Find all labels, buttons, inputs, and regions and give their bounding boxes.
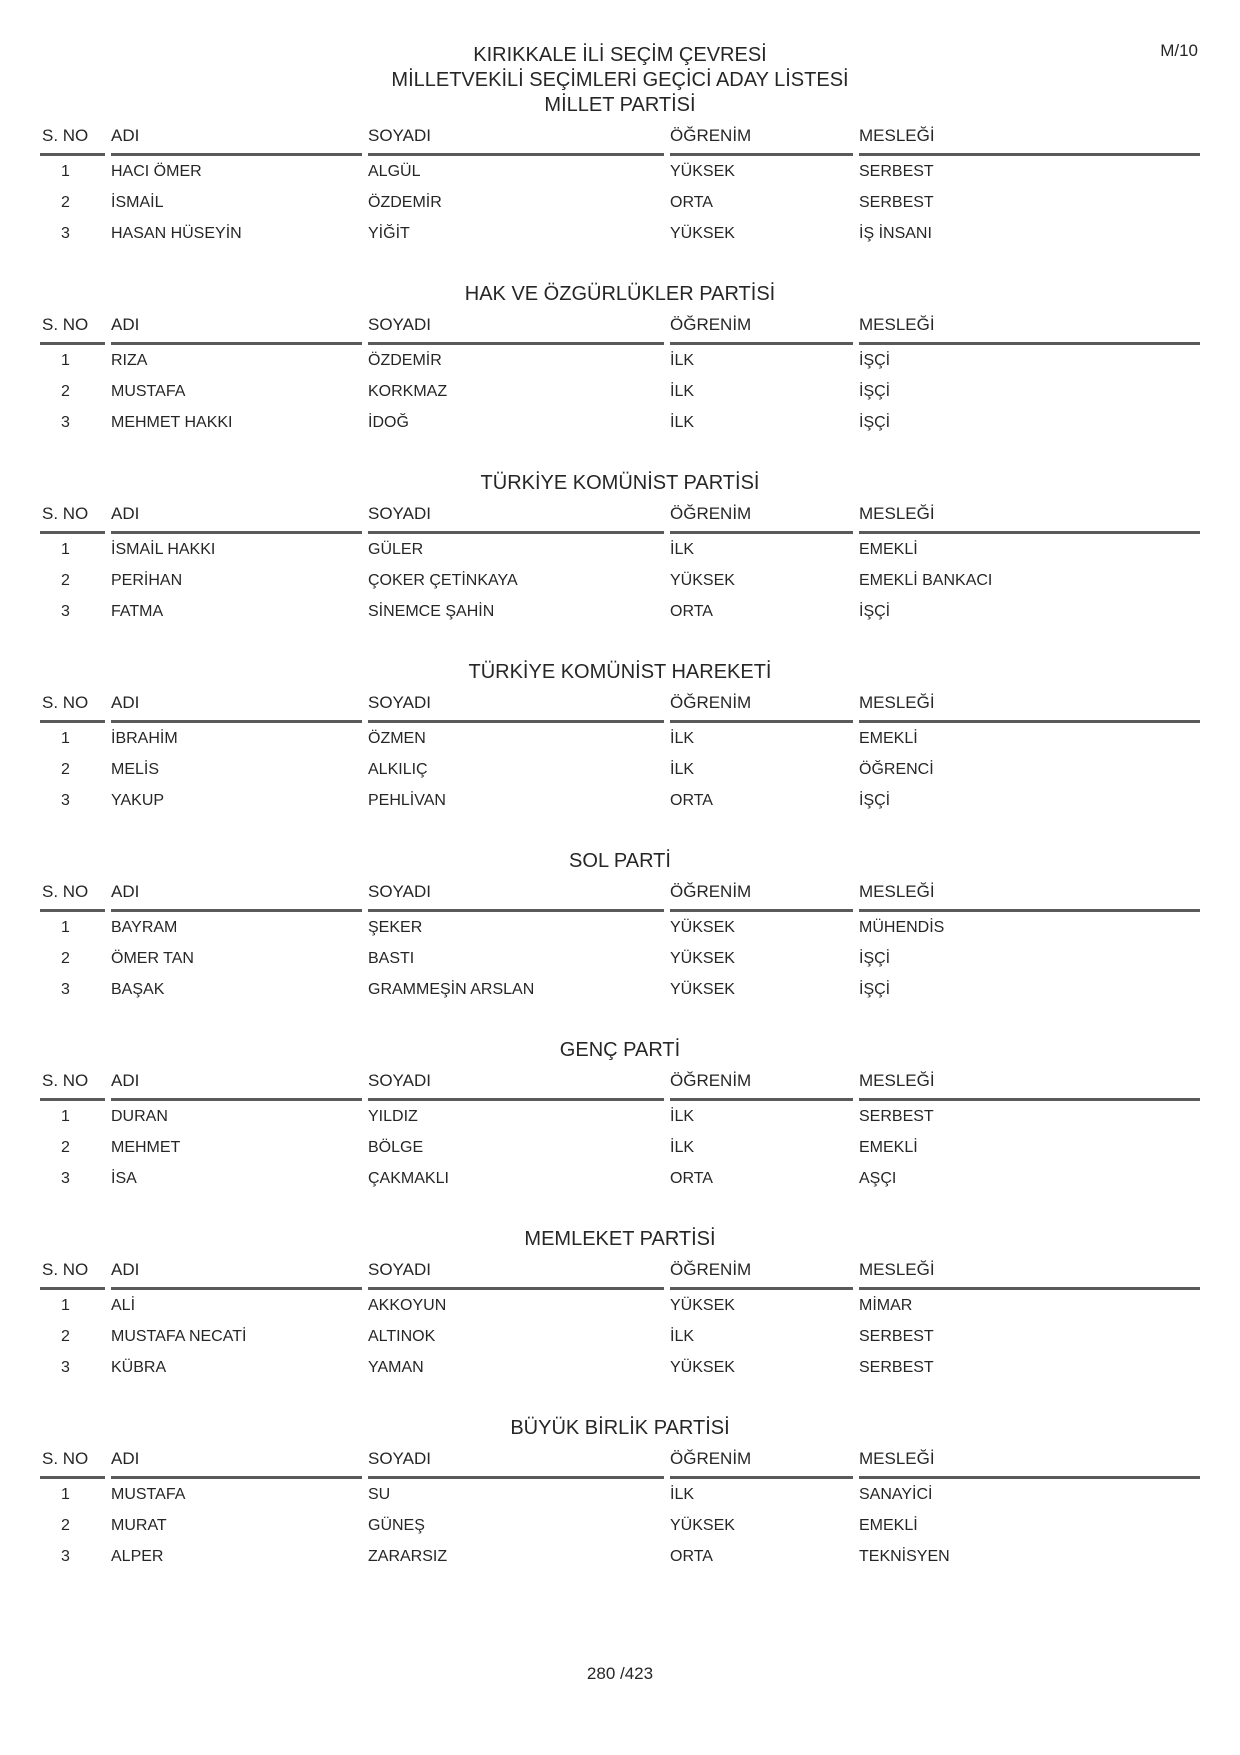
cell-meslegi: EMEKLİ BANKACI — [859, 572, 993, 589]
party-rows — [0, 1290, 1240, 1383]
candidate-row — [40, 785, 1200, 816]
cell-adi: BAŞAK — [111, 981, 165, 998]
column-header-meslegi: MESLEĞİ — [859, 1071, 1200, 1101]
cell-soyadi: BÖLGE — [368, 1139, 424, 1156]
cell-sno: 3 — [61, 981, 70, 998]
cell-soyadi: İDOĞ — [368, 414, 409, 431]
party-title: HAK VE ÖZGÜRLÜKLER PARTİSİ — [464, 283, 776, 305]
cell-ogrenim: İLK — [670, 1328, 695, 1345]
column-header-soyadi: SOYADI — [368, 315, 664, 345]
table-header-row — [40, 1071, 1200, 1101]
title-line-list: MİLLETVEKİLİ SEÇİMLERİ GEÇİCİ ADAY LİSTESİ — [391, 69, 849, 91]
cell-meslegi: İŞÇİ — [859, 383, 891, 400]
cell-soyadi: SİNEMCE ŞAHİN — [368, 603, 495, 620]
column-header-sno: S. NO — [40, 126, 105, 156]
cell-soyadi: ÇOKER ÇETİNKAYA — [368, 572, 518, 589]
cell-adi: İSA — [111, 1170, 137, 1187]
party-section — [0, 849, 1240, 1005]
table-header-row — [40, 126, 1200, 156]
column-header-soyadi: SOYADI — [368, 1071, 664, 1101]
cell-ogrenim: İLK — [670, 761, 695, 778]
table-header-row — [40, 693, 1200, 723]
candidate-row — [40, 187, 1200, 218]
cell-adi: KÜBRA — [111, 1359, 167, 1376]
cell-meslegi: İŞ İNSANI — [859, 225, 932, 242]
cell-adi: MUSTAFA — [111, 383, 186, 400]
party-rows — [0, 156, 1240, 249]
cell-adi: RIZA — [111, 352, 148, 369]
column-header-adi: ADI — [111, 1260, 362, 1290]
column-header-soyadi: SOYADI — [368, 1449, 664, 1479]
cell-sno: 1 — [61, 541, 70, 558]
candidate-row — [40, 218, 1200, 249]
column-header-meslegi: MESLEĞİ — [859, 126, 1200, 156]
column-header-sno: S. NO — [40, 882, 105, 912]
cell-ogrenim: İLK — [670, 730, 695, 747]
cell-meslegi: SANAYİCİ — [859, 1486, 933, 1503]
cell-soyadi: KORKMAZ — [368, 383, 448, 400]
party-rows — [0, 912, 1240, 1005]
cell-meslegi: İŞÇİ — [859, 603, 891, 620]
column-header-sno: S. NO — [40, 315, 105, 345]
cell-ogrenim: İLK — [670, 1139, 695, 1156]
cell-ogrenim: YÜKSEK — [670, 919, 735, 936]
column-header-adi: ADI — [111, 1449, 362, 1479]
cell-ogrenim: YÜKSEK — [670, 225, 735, 242]
party-rows — [0, 345, 1240, 438]
party-rows — [0, 534, 1240, 627]
column-header-meslegi: MESLEĞİ — [859, 693, 1200, 723]
page-code-label: M/10 — [1160, 41, 1198, 60]
cell-sno: 3 — [61, 414, 70, 431]
cell-ogrenim: YÜKSEK — [670, 981, 735, 998]
candidate-row — [40, 1321, 1200, 1352]
column-header-meslegi: MESLEĞİ — [859, 504, 1200, 534]
cell-ogrenim: ORTA — [670, 792, 713, 809]
party-rows — [0, 1479, 1240, 1572]
cell-soyadi: ALTINOK — [368, 1328, 436, 1345]
cell-ogrenim: ORTA — [670, 1548, 713, 1565]
cell-adi: FATMA — [111, 603, 164, 620]
party-section — [0, 1227, 1240, 1383]
candidate-row — [40, 723, 1200, 754]
cell-adi: MUSTAFA — [111, 1486, 186, 1503]
cell-adi: ALPER — [111, 1548, 164, 1565]
cell-ogrenim: ORTA — [670, 603, 713, 620]
cell-adi: İSMAİL — [111, 194, 164, 211]
party-title: SOL PARTİ — [569, 850, 671, 872]
cell-sno: 3 — [61, 1359, 70, 1376]
column-header-sno: S. NO — [40, 693, 105, 723]
cell-adi: HASAN HÜSEYİN — [111, 225, 242, 242]
cell-adi: HACI ÖMER — [111, 163, 202, 180]
cell-ogrenim: YÜKSEK — [670, 950, 735, 967]
cell-adi: ÖMER TAN — [111, 950, 194, 967]
candidate-row — [40, 912, 1200, 943]
cell-meslegi: İŞÇİ — [859, 981, 891, 998]
party-rows — [0, 723, 1240, 816]
cell-ogrenim: ORTA — [670, 194, 713, 211]
column-header-sno: S. NO — [40, 1071, 105, 1101]
party-title: BÜYÜK BİRLİK PARTİSİ — [510, 1417, 730, 1439]
cell-sno: 1 — [61, 1297, 70, 1314]
candidate-row — [40, 1479, 1200, 1510]
cell-meslegi: SERBEST — [859, 1359, 934, 1376]
title-line-province: KIRIKKALE İLİ SEÇİM ÇEVRESİ — [473, 44, 767, 66]
candidate-row — [40, 1132, 1200, 1163]
cell-soyadi: YİĞİT — [368, 225, 410, 242]
cell-soyadi: BASTI — [368, 950, 415, 967]
cell-soyadi: ZARARSIZ — [368, 1548, 448, 1565]
cell-meslegi: TEKNİSYEN — [859, 1548, 950, 1565]
cell-meslegi: İŞÇİ — [859, 792, 891, 809]
cell-sno: 3 — [61, 792, 70, 809]
cell-meslegi: ÖĞRENCİ — [859, 761, 934, 778]
cell-soyadi: PEHLİVAN — [368, 792, 446, 809]
cell-sno: 3 — [61, 603, 70, 620]
cell-ogrenim: İLK — [670, 414, 695, 431]
cell-adi: İSMAİL HAKKI — [111, 541, 216, 558]
column-header-adi: ADI — [111, 504, 362, 534]
cell-adi: MEHMET HAKKI — [111, 414, 233, 431]
cell-meslegi: İŞÇİ — [859, 950, 891, 967]
candidate-row — [40, 596, 1200, 627]
candidate-row — [40, 943, 1200, 974]
cell-adi: MEHMET — [111, 1139, 181, 1156]
cell-soyadi: GÜLER — [368, 541, 424, 558]
cell-soyadi: ÖZDEMİR — [368, 352, 442, 369]
cell-sno: 2 — [61, 1328, 70, 1345]
cell-sno: 2 — [61, 194, 70, 211]
cell-meslegi: MİMAR — [859, 1297, 913, 1314]
cell-meslegi: EMEKLİ — [859, 541, 918, 558]
cell-adi: ALİ — [111, 1297, 136, 1314]
cell-ogrenim: YÜKSEK — [670, 163, 735, 180]
table-header-row — [40, 504, 1200, 534]
column-header-ogrenim: ÖĞRENİM — [670, 1260, 853, 1290]
cell-sno: 2 — [61, 383, 70, 400]
cell-ogrenim: YÜKSEK — [670, 572, 735, 589]
column-header-soyadi: SOYADI — [368, 693, 664, 723]
table-header-row — [40, 1260, 1200, 1290]
party-title: TÜRKİYE KOMÜNİST PARTİSİ — [480, 472, 760, 494]
cell-sno: 2 — [61, 950, 70, 967]
cell-sno: 1 — [61, 1108, 70, 1125]
cell-meslegi: İŞÇİ — [859, 352, 891, 369]
cell-ogrenim: İLK — [670, 383, 695, 400]
cell-meslegi: MÜHENDİS — [859, 919, 945, 936]
party-section — [0, 93, 1240, 249]
cell-sno: 3 — [61, 1548, 70, 1565]
column-header-ogrenim: ÖĞRENİM — [670, 315, 853, 345]
cell-adi: YAKUP — [111, 792, 165, 809]
candidate-row — [40, 565, 1200, 596]
cell-soyadi: ALGÜL — [368, 163, 421, 180]
column-header-adi: ADI — [111, 126, 362, 156]
candidate-row — [40, 407, 1200, 438]
column-header-ogrenim: ÖĞRENİM — [670, 126, 853, 156]
cell-sno: 1 — [61, 919, 70, 936]
column-header-ogrenim: ÖĞRENİM — [670, 882, 853, 912]
cell-meslegi: SERBEST — [859, 163, 934, 180]
candidate-row — [40, 1510, 1200, 1541]
party-rows — [0, 1101, 1240, 1194]
cell-ogrenim: İLK — [670, 352, 695, 369]
candidate-row — [40, 754, 1200, 785]
column-header-meslegi: MESLEĞİ — [859, 1260, 1200, 1290]
cell-soyadi: ŞEKER — [368, 919, 423, 936]
table-header-row — [40, 1449, 1200, 1479]
party-section — [0, 1038, 1240, 1194]
candidate-row — [40, 345, 1200, 376]
cell-adi: DURAN — [111, 1108, 168, 1125]
cell-ogrenim: YÜKSEK — [670, 1359, 735, 1376]
candidate-row — [40, 1163, 1200, 1194]
cell-meslegi: SERBEST — [859, 1108, 934, 1125]
cell-meslegi: EMEKLİ — [859, 1517, 918, 1534]
candidate-row — [40, 1101, 1200, 1132]
cell-ogrenim: İLK — [670, 541, 695, 558]
cell-sno: 2 — [61, 1139, 70, 1156]
cell-adi: MURAT — [111, 1517, 167, 1534]
cell-adi: MUSTAFA NECATİ — [111, 1328, 247, 1345]
cell-sno: 3 — [61, 225, 70, 242]
cell-ogrenim: İLK — [670, 1108, 695, 1125]
party-section — [0, 660, 1240, 816]
cell-soyadi: SU — [368, 1486, 391, 1503]
cell-sno: 2 — [61, 572, 70, 589]
party-section — [0, 1416, 1240, 1572]
cell-meslegi: EMEKLİ — [859, 1139, 918, 1156]
column-header-soyadi: SOYADI — [368, 126, 664, 156]
cell-sno: 1 — [61, 163, 70, 180]
cell-soyadi: AKKOYUN — [368, 1297, 447, 1314]
candidate-row — [40, 974, 1200, 1005]
cell-meslegi: AŞÇI — [859, 1170, 897, 1187]
cell-ogrenim: ORTA — [670, 1170, 713, 1187]
cell-soyadi: GRAMMEŞİN ARSLAN — [368, 981, 535, 998]
cell-meslegi: SERBEST — [859, 1328, 934, 1345]
table-header-row — [40, 315, 1200, 345]
cell-adi: PERİHAN — [111, 572, 183, 589]
cell-soyadi: ÖZMEN — [368, 730, 426, 747]
column-header-sno: S. NO — [40, 1260, 105, 1290]
party-title: MİLLET PARTİSİ — [544, 94, 696, 116]
cell-ogrenim: YÜKSEK — [670, 1517, 735, 1534]
cell-sno: 2 — [61, 761, 70, 778]
party-section — [0, 471, 1240, 627]
column-header-adi: ADI — [111, 315, 362, 345]
column-header-ogrenim: ÖĞRENİM — [670, 693, 853, 723]
cell-sno: 1 — [61, 352, 70, 369]
column-header-adi: ADI — [111, 1071, 362, 1101]
cell-sno: 1 — [61, 1486, 70, 1503]
cell-meslegi: SERBEST — [859, 194, 934, 211]
column-header-sno: S. NO — [40, 504, 105, 534]
cell-ogrenim: YÜKSEK — [670, 1297, 735, 1314]
column-header-meslegi: MESLEĞİ — [859, 1449, 1200, 1479]
candidate-row — [40, 1352, 1200, 1383]
cell-meslegi: EMEKLİ — [859, 730, 918, 747]
column-header-ogrenim: ÖĞRENİM — [670, 1071, 853, 1101]
cell-adi: MELİS — [111, 761, 160, 778]
cell-soyadi: YAMAN — [368, 1359, 424, 1376]
column-header-adi: ADI — [111, 882, 362, 912]
column-header-sno: S. NO — [40, 1449, 105, 1479]
document-title — [0, 0, 1240, 93]
party-title: MEMLEKET PARTİSİ — [524, 1228, 716, 1250]
column-header-meslegi: MESLEĞİ — [859, 882, 1200, 912]
cell-soyadi: GÜNEŞ — [368, 1517, 425, 1534]
column-header-adi: ADI — [111, 693, 362, 723]
cell-meslegi: İŞÇİ — [859, 414, 891, 431]
candidate-row — [40, 1541, 1200, 1572]
cell-sno: 2 — [61, 1517, 70, 1534]
cell-sno: 3 — [61, 1170, 70, 1187]
column-header-soyadi: SOYADI — [368, 1260, 664, 1290]
table-header-row — [40, 882, 1200, 912]
cell-adi: İBRAHİM — [111, 730, 178, 747]
cell-soyadi: YILDIZ — [368, 1108, 418, 1125]
column-header-ogrenim: ÖĞRENİM — [670, 1449, 853, 1479]
candidate-row — [40, 376, 1200, 407]
cell-adi: BAYRAM — [111, 919, 178, 936]
cell-sno: 1 — [61, 730, 70, 747]
candidate-row — [40, 156, 1200, 187]
party-title: TÜRKİYE KOMÜNİST HAREKETİ — [468, 661, 772, 683]
cell-soyadi: ALKILIÇ — [368, 761, 428, 778]
column-header-meslegi: MESLEĞİ — [859, 315, 1200, 345]
page-number: 280 /423 — [586, 1664, 654, 1683]
candidate-row — [40, 1290, 1200, 1321]
party-title: GENÇ PARTİ — [559, 1039, 681, 1061]
cell-soyadi: ÇAKMAKLI — [368, 1170, 449, 1187]
party-section — [0, 282, 1240, 438]
candidate-row — [40, 534, 1200, 565]
column-header-ogrenim: ÖĞRENİM — [670, 504, 853, 534]
party-sections — [0, 93, 1240, 1572]
column-header-soyadi: SOYADI — [368, 882, 664, 912]
cell-soyadi: ÖZDEMİR — [368, 194, 442, 211]
cell-ogrenim: İLK — [670, 1486, 695, 1503]
column-header-soyadi: SOYADI — [368, 504, 664, 534]
